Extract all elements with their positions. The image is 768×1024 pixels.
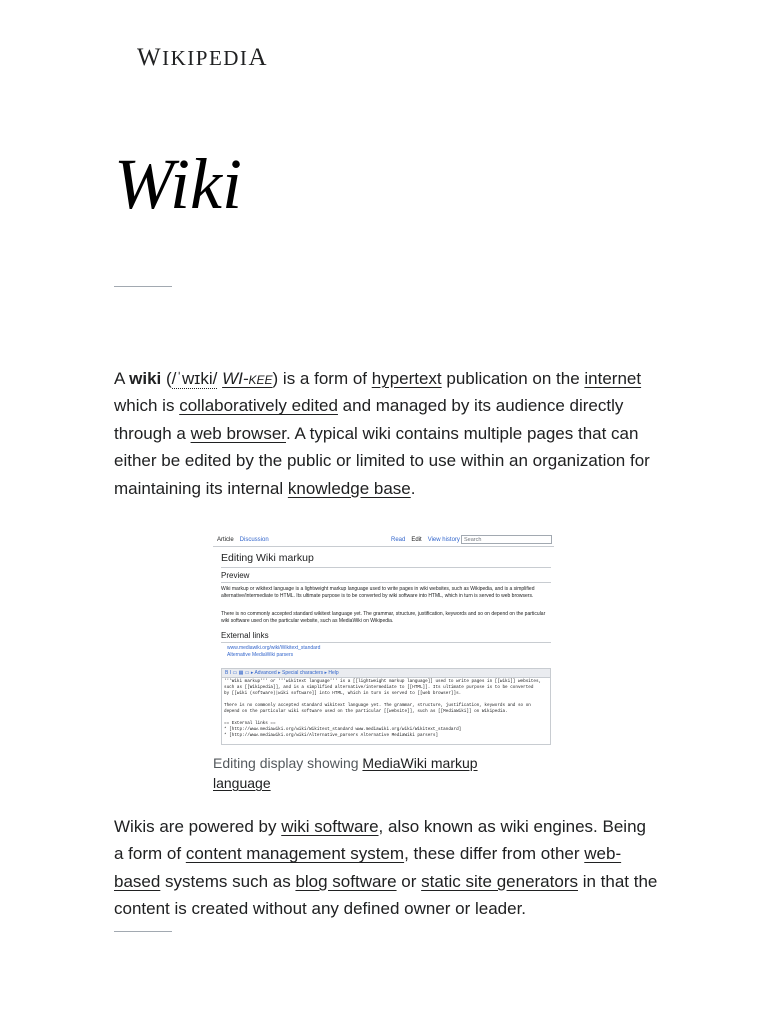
shot-preview-label: Preview — [221, 571, 250, 580]
footer-divider — [114, 931, 172, 932]
text: and managed by its audience directly through a — [114, 396, 624, 443]
link-blog-software[interactable]: blog software — [295, 871, 397, 891]
title-divider — [114, 286, 172, 287]
shot-tab-history: View history — [427, 537, 460, 543]
intro-paragraph — [114, 365, 659, 502]
shot-external-links-label: External links — [221, 631, 269, 640]
wikipedia-wordmark[interactable] — [137, 44, 268, 72]
shot-search-box — [461, 535, 552, 544]
text: ) is a form of — [272, 369, 372, 388]
shot-external-link-2: Alternative MediaWiki parsers — [227, 652, 294, 658]
link-internet[interactable]: internet — [584, 369, 642, 388]
body-paragraph — [114, 813, 659, 923]
page-title: Wiki — [114, 144, 242, 224]
shot-tabs-right — [391, 537, 466, 543]
link-wiki-software[interactable]: wiki software — [281, 817, 379, 836]
text: . — [410, 478, 416, 498]
text: , these differ from other — [404, 844, 585, 864]
figure — [213, 534, 554, 793]
link-content-management-system[interactable]: content management system — [185, 844, 405, 864]
text: in that the content is created without any defined owner or leader. — [114, 871, 658, 919]
shot-divider — [213, 546, 554, 547]
shot-external-link-1: www.mediawiki.org/wiki/Wikitext_standard — [227, 645, 321, 651]
text: . A typical wiki contains multiple pages that can either be edited by the public or limited to use within an organization for maintaining its internal — [114, 423, 650, 498]
shot-preview-text-1: Wiki markup or wikitext language is a lightweight markup language used to write pages in wiki websites, such as Wikipedia, and is a simplified alternative/intermediate to HTML. Its ultimate purpose is to be converted by wiki software into HTML, which in turn is served to web browsers. — [221, 586, 535, 599]
wordmark-final: A — [248, 44, 268, 71]
shot-external-list — [227, 645, 554, 659]
link-knowledge-base[interactable]: knowledge base — [287, 478, 411, 498]
wordmark-initial: W — [137, 44, 163, 71]
shot-heading: Editing Wiki markup — [221, 552, 314, 564]
text: ( — [161, 369, 172, 388]
link-mediawiki-markup[interactable]: MediaWiki markup language — [213, 755, 478, 791]
shot-tab-read: Read — [391, 537, 406, 543]
text: A — [114, 369, 130, 388]
text: systems such as — [160, 871, 296, 891]
shot-heading-rule — [221, 567, 551, 568]
shot-tab-edit: Edit — [411, 537, 422, 543]
shot-preview-rule — [221, 582, 551, 583]
link-web-based[interactable]: web-based — [114, 844, 622, 891]
shot-external-rule — [221, 642, 551, 643]
ipa-link[interactable]: /ˈwɪki/ — [171, 369, 218, 388]
term-bold: wiki — [129, 369, 162, 388]
text: , also known as wiki engines. Being a form of — [114, 817, 646, 864]
link-static-site-generators[interactable]: static site generators — [421, 871, 578, 891]
shot-tab-article: Article — [217, 537, 234, 543]
text: Wikis are powered by — [114, 817, 282, 836]
shot-edit-toolbar: B I ▭ ▦ ▭ ▸ Advanced ▸ Special characters ▸ Help — [221, 668, 551, 678]
text: which is — [114, 396, 180, 416]
wordmark-middle: IKIPEDI — [162, 46, 249, 70]
text: publication on the — [441, 369, 585, 388]
link-web-browser[interactable]: web browser — [190, 423, 286, 443]
respelling-link[interactable]: WI-kee — [222, 369, 273, 388]
text: or — [396, 871, 422, 891]
shot-preview-text-2: There is no commonly accepted standard wikitext language yet. The grammar, structure, justification, keywords and so on depend on the particular wiki software used on the particular website, such as MediaWiki on Wikipedia. — [221, 611, 546, 624]
caption-text: Editing display showing — [213, 755, 363, 771]
shot-wikitext-source: '''Wiki markup''' or '''wikitext language''' is a [[lightweight markup language]] used to write pages in [[wiki]] websites, such as [[Wikipedia]], and is a simplified alternative/intermediate to [[HTML]]. Its ultimate purpose is to be converted by [[wiki (software)|wiki software]] into HTML, which in turn is served to [[web browser]]s. There is no commonly accepted standard wikitext language yet. The grammar, structure, justification, keywords and so on depend on the particular wiki software used on the particular [[website]], such as [[MediaWiki]] on Wikipedia. == External links == * [http://www.mediawiki.org/wiki/Wikitext_standard www.mediawiki.org/wiki/Wikitext_standard] * [http://www.mediawiki.org/wiki/Alternative_parsers Alternative MediaWiki parsers] — [221, 678, 551, 745]
figure-caption — [213, 753, 513, 793]
shot-tab-discussion: Discussion — [239, 537, 269, 543]
shot-tabs-left — [217, 537, 275, 543]
shot-search-placeholder: Search — [464, 537, 482, 543]
link-collaboratively-edited[interactable]: collaboratively edited — [179, 396, 338, 416]
link-hypertext[interactable]: hypertext — [371, 369, 442, 388]
figure-image[interactable] — [213, 534, 554, 745]
